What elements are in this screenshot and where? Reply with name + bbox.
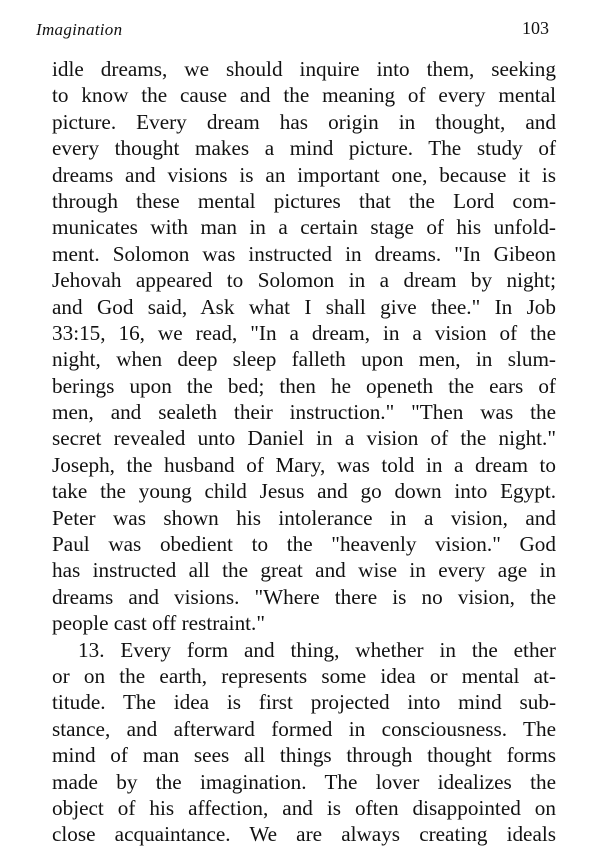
text-line: 13. Every form and thing, whether in the ether [78,637,556,662]
text-line: berings upon the bed; then he openeth the ears of [52,373,556,398]
text-line: every thought makes a mind picture. The study of [52,136,556,161]
text-line: take the young child Jesus and go down into Egypt. [52,479,556,504]
text-line: object of his affection, and is often disappointed on [52,795,556,820]
text-line: secret revealed unto Daniel in a vision of the night." [52,426,556,451]
text-line: picture. Every dream has origin in thought, and [52,109,556,134]
page-number: 103 [522,18,549,38]
text-line: ment. Solomon was instructed in dreams. "In Gibeon [52,241,556,266]
text-line: to know the cause and the meaning of every mental [52,83,556,108]
paragraph [52,637,556,848]
text-line: people cast off restraint." [52,611,265,636]
text-line: Paul was obedient to the "heavenly vision." God [52,532,556,557]
body-text [52,56,556,848]
text-line: 33:15, 16, we read, "In a dream, in a vision of the [52,320,556,345]
text-line: mind of man sees all things through thought forms [52,743,556,768]
text-line: night, when deep sleep falleth upon men, in slum- [52,347,556,372]
text-line: and God said, Ask what I shall give thee." In Job [52,294,556,319]
paragraph [52,56,556,637]
text-line: made by the imagination. The lover idealizes the [52,769,556,794]
running-head: Imagination [36,20,123,39]
text-line: municates with man in a certain stage of his unfold- [52,215,556,240]
text-line: men, and sealeth their instruction." "Then was the [52,400,556,425]
text-line: or on the earth, represents some idea or mental at- [52,663,556,688]
text-line: Jehovah appeared to Solomon in a dream by night; [52,268,556,293]
text-line: dreams and visions is an important one, because it is [52,162,556,187]
text-line: through these mental pictures that the Lord com- [52,188,556,213]
text-line: idle dreams, we should inquire into them, seeking [52,57,556,81]
text-line: titude. The idea is first projected into mind sub- [52,690,556,715]
text-line: Peter was shown his intolerance in a vision, and [52,505,556,530]
text-line: dreams and visions. "Where there is no vision, the [52,584,556,609]
text-line: has instructed all the great and wise in every age in [52,558,556,583]
text-line: stance, and afterward formed in consciousness. The [52,716,556,741]
text-line: close acquaintance. We are always creating ideals [52,822,556,847]
text-line: Joseph, the husband of Mary, was told in a dream to [52,452,556,477]
